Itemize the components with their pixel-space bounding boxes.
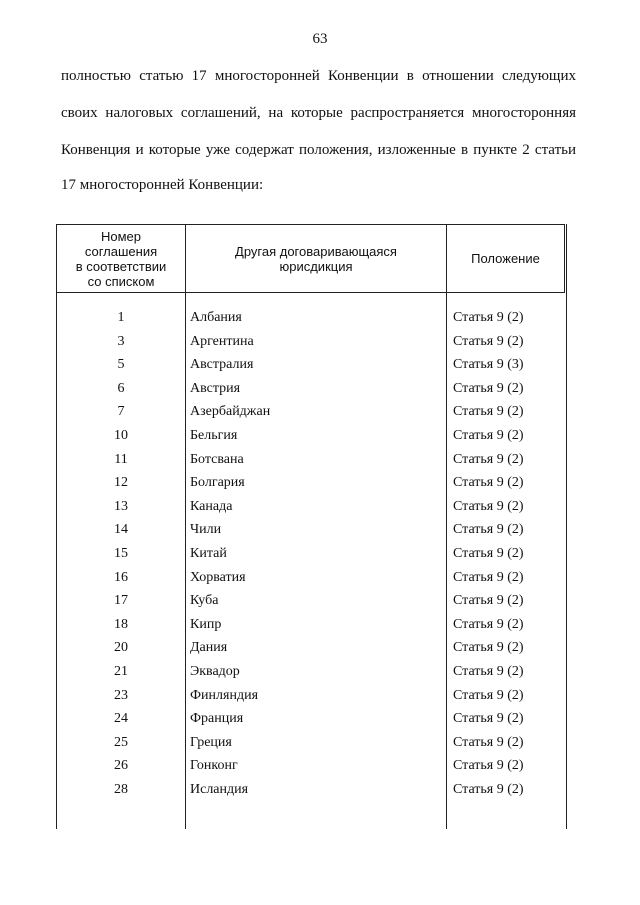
jurisdiction-cell: Гонконг (190, 758, 238, 774)
page-number: 63 (312, 31, 328, 47)
jurisdiction-cell: Куба (190, 593, 219, 609)
agreement-number-cell: 3 (117, 333, 125, 349)
jurisdiction-cell: Хорватия (190, 569, 246, 585)
table-row (0, 687, 640, 711)
provision-cell: Статья 9 (2) (453, 333, 524, 349)
agreement-number-cell: 28 (114, 781, 128, 797)
agreement-number-cell: 12 (114, 475, 128, 491)
provision-cell: Статья 9 (2) (453, 593, 524, 609)
header-agreement-number: Номер соглашения в соответствии со списком (75, 228, 167, 289)
agreement-number-cell: 25 (114, 734, 128, 750)
agreement-number-cell: 16 (114, 569, 128, 585)
header-jurisdiction: Другая договаривающаяся юрисдикция (235, 244, 397, 274)
jurisdiction-cell: Китай (190, 545, 227, 561)
table-row (0, 616, 640, 640)
table-row (0, 639, 640, 663)
paragraph-line: 17 многосторонней Конвенции: (61, 177, 264, 193)
agreement-number-cell: 26 (114, 758, 128, 774)
table-row (0, 403, 640, 427)
table-row (0, 474, 640, 498)
table-row (0, 710, 640, 734)
table-row (0, 380, 640, 404)
provision-cell: Статья 9 (2) (453, 687, 524, 703)
provision-cell: Статья 9 (2) (453, 310, 524, 325)
provision-cell: Статья 9 (2) (453, 663, 524, 679)
jurisdiction-cell: Албания (190, 310, 242, 325)
provision-cell: Статья 9 (2) (453, 734, 524, 750)
table-row (0, 451, 640, 475)
table-row (0, 757, 640, 781)
jurisdiction-cell: Бельгия (190, 427, 238, 443)
provision-cell: Статья 9 (2) (453, 758, 524, 774)
provision-cell: Статья 9 (2) (453, 498, 524, 514)
jurisdiction-cell: Франция (190, 711, 244, 727)
provision-cell: Статья 9 (2) (453, 522, 524, 538)
provision-cell: Статья 9 (2) (453, 427, 524, 443)
jurisdiction-cell: Эквадор (190, 663, 240, 679)
jurisdiction-cell: Финляндия (190, 687, 259, 703)
table-row (0, 309, 640, 333)
agreement-number-cell: 6 (117, 380, 125, 396)
table-row (0, 356, 640, 380)
jurisdiction-cell: Исландия (190, 781, 249, 797)
jurisdiction-cell: Австралия (190, 357, 254, 373)
table-row (0, 521, 640, 545)
table-row (0, 498, 640, 522)
header-provision: Положение (471, 251, 540, 266)
provision-cell: Статья 9 (2) (453, 545, 524, 561)
jurisdiction-cell: Кипр (190, 616, 222, 632)
provision-cell: Статья 9 (2) (453, 404, 524, 420)
jurisdiction-cell: Азербайджан (190, 404, 271, 420)
provision-cell: Статья 9 (2) (453, 475, 524, 491)
table-row (0, 734, 640, 758)
jurisdiction-cell: Ботсвана (190, 451, 244, 467)
table-row (0, 592, 640, 616)
table-row (0, 427, 640, 451)
provision-cell: Статья 9 (2) (453, 640, 524, 656)
agreement-number-cell: 21 (114, 663, 128, 679)
jurisdiction-cell: Греция (190, 734, 232, 750)
table-body (0, 309, 640, 804)
table-row (0, 545, 640, 569)
provision-cell: Статья 9 (2) (453, 781, 524, 797)
jurisdiction-cell: Болгария (190, 475, 245, 491)
provision-cell: Статья 9 (2) (453, 711, 524, 727)
agreement-number-cell: 15 (114, 545, 128, 561)
provision-cell: Статья 9 (3) (453, 357, 524, 373)
jurisdiction-cell: Австрия (190, 380, 241, 396)
provision-cell: Статья 9 (2) (453, 569, 524, 585)
jurisdiction-cell: Аргентина (190, 333, 254, 349)
provision-cell: Статья 9 (2) (453, 380, 524, 396)
table-row (0, 781, 640, 805)
paragraph-line: своих налоговых соглашений, на которые распространяется многосторонняя (61, 105, 576, 121)
agreement-number-cell: 10 (114, 427, 128, 443)
agreement-number-cell: 20 (114, 640, 128, 656)
agreement-number-cell: 5 (117, 357, 125, 373)
agreement-number-cell: 11 (114, 451, 128, 467)
agreement-number-cell: 18 (114, 616, 128, 632)
table-row (0, 569, 640, 593)
provision-cell: Статья 9 (2) (453, 451, 524, 467)
agreement-number-cell: 24 (114, 711, 128, 727)
agreement-number-cell: 14 (114, 522, 128, 538)
paragraph-line: полностью статью 17 многосторонней Конвенции в отношении следующих (61, 68, 576, 84)
table-row (0, 663, 640, 687)
table-row (0, 333, 640, 357)
agreement-number-cell: 17 (114, 593, 128, 609)
agreement-number-cell: 7 (117, 404, 125, 420)
jurisdiction-cell: Чили (190, 522, 222, 538)
jurisdiction-cell: Дания (190, 640, 228, 656)
agreement-number-cell: 23 (114, 687, 128, 703)
paragraph-line: Конвенция и которые уже содержат положения, изложенные в пункте 2 статьи (61, 142, 576, 158)
agreement-number-cell: 1 (117, 310, 125, 325)
provision-cell: Статья 9 (2) (453, 616, 524, 632)
agreement-number-cell: 13 (114, 498, 128, 514)
jurisdiction-cell: Канада (190, 498, 233, 514)
